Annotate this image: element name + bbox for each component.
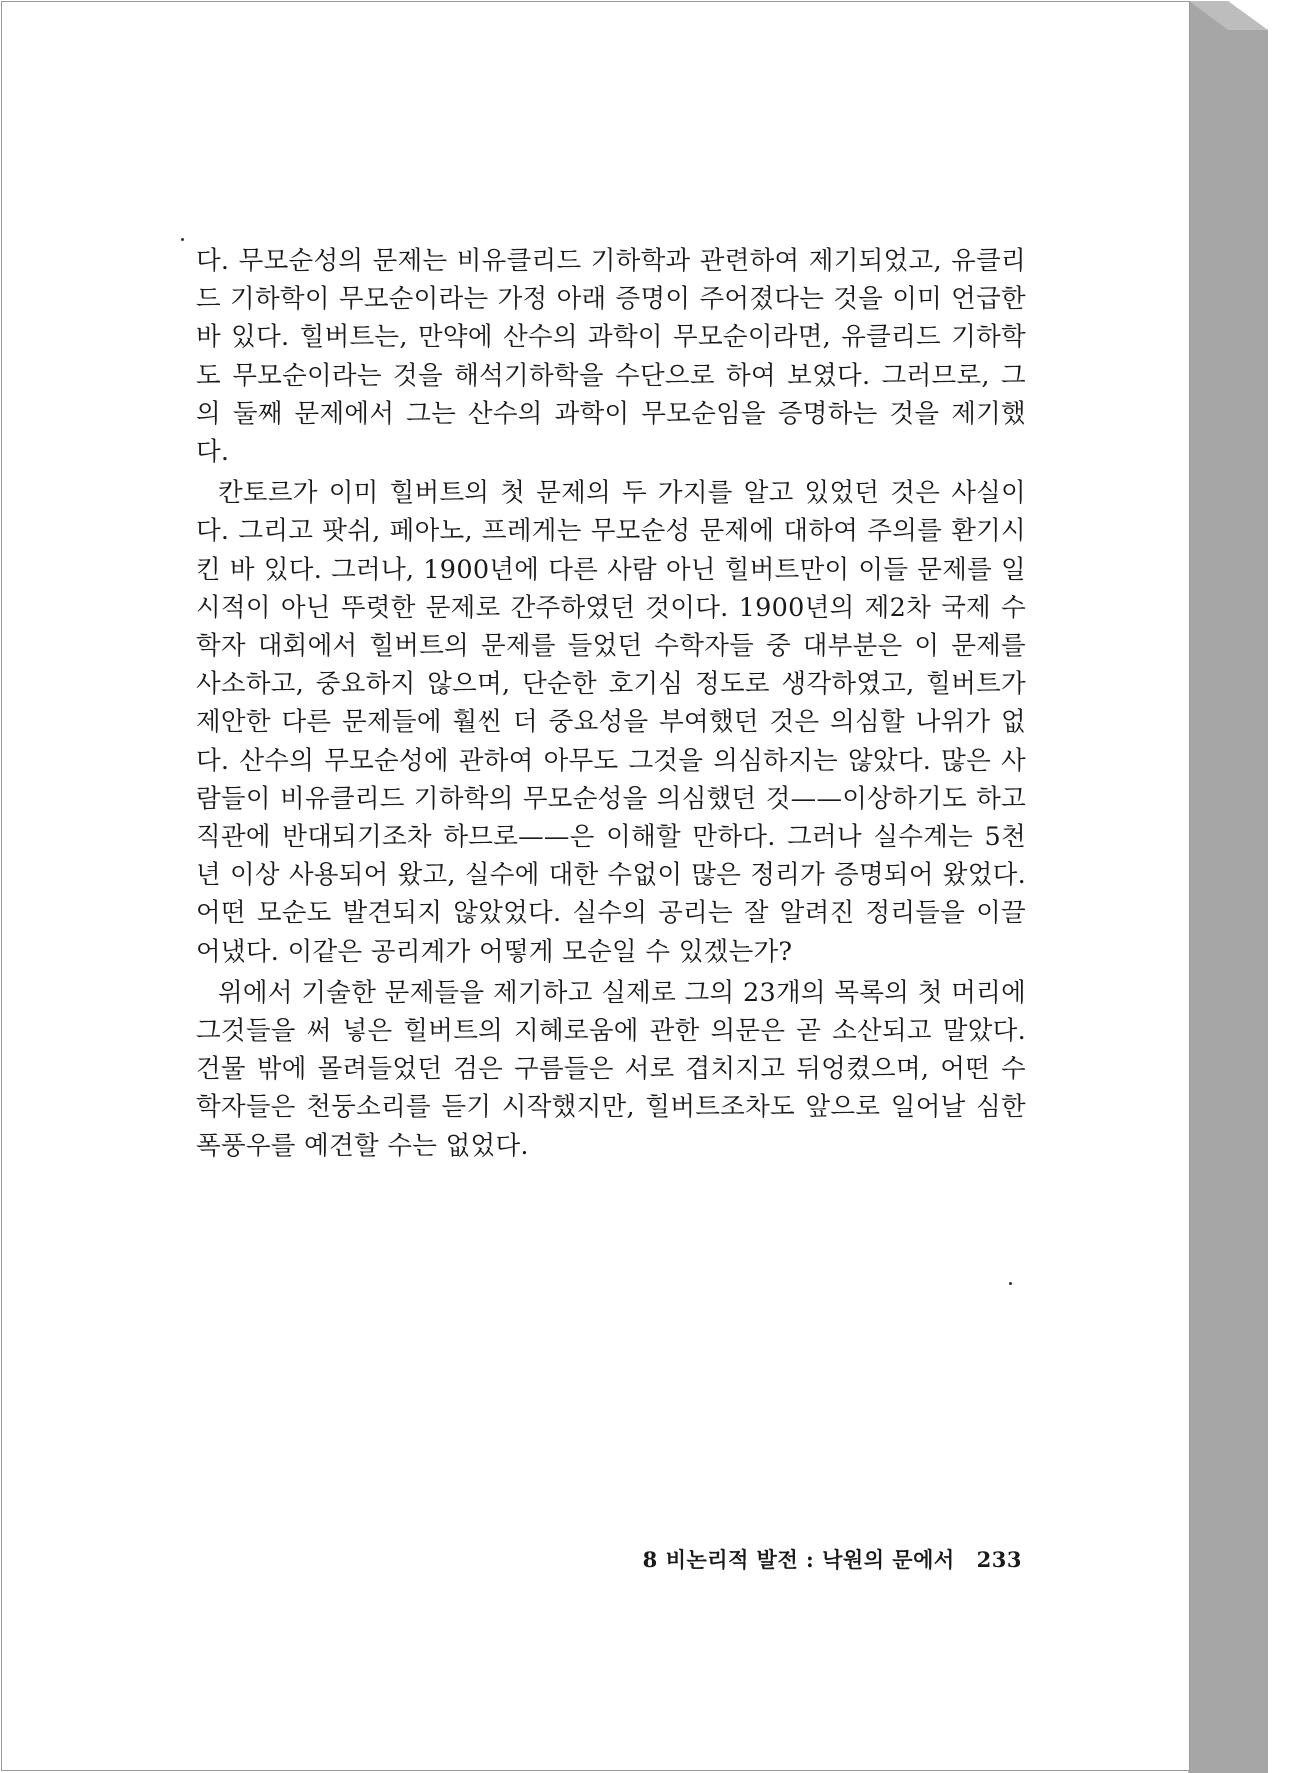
chapter-number: 8 — [642, 1547, 658, 1572]
paragraph: 다. 무모순성의 문제는 비유클리드 기하학과 관련하여 제기되었고, 유클리드 기하학이 무모순이라는 가정 아래 증명이 주어졌다는 것을 이미 언급한 바 있다. 힐버트는, 만약에 산수의 과학이 무모순이라면, 유클리드 기하학도 무모순이라는 것을 해석기하학을 수단으로 하여 보였다. 그러므로, 그의 둘째 문제에서 그는 산수의 과학이 무모순임을 증명하는 것을 제기했다. — [196, 246, 1026, 468]
body-text — [196, 242, 1026, 1165]
scan-speck — [1009, 1282, 1012, 1285]
page-footer — [602, 1544, 1022, 1574]
book-page — [1, 1, 1190, 1771]
scan-speck — [181, 238, 184, 241]
paragraph: 칸토르가 이미 힐버트의 첫 문제의 두 가지를 알고 있었던 것은 사실이다. 그리고 팟쉬, 페아노, 프레게는 무모순성 문제에 대하여 주의를 환기시킨 바 있다. 그러나, 1900년에 다른 사람 아닌 힐버트만이 이들 문제를 일시적이 아닌 뚜렷한 문제로 간주하였던 것이다. 1900년의 제2차 국제 수학자 대회에서 힐버트의 문제를 들었던 수학자들 중 대부분은 이 문제를 사소하고, 중요하지 않으며, 단순한 호기심 정도로 생각하였고, 힐버트가 제안한 다른 문제들에 훨씬 더 중요성을 부여했던 것은 의심할 나위가 없다. 산수의 무모순성에 관하여 아무도 그것을 의심하지는 않았다. 많은 사람들이 비유클리드 기하학의 무모순성을 의심했던 것——이상하기도 하고 직관에 반대되기조차 하므로——은 이해할 만하다. 그러나 실수계는 5천년 이상 사용되어 왔고, 실수에 대한 수없이 많은 정리가 증명되어 왔었다. 어떤 모순도 발견되지 않았었다. 실수의 공리는 잘 알려진 정리들을 이끌어냈다. 이같은 공리계가 어떻게 모순일 수 있겠는가? — [196, 478, 1026, 967]
book-side-edge — [1176, 0, 1296, 1773]
paragraph: 위에서 기술한 문제들을 제기하고 실제로 그의 23개의 목록의 첫 머리에 그것들을 써 넣은 힐버트의 지혜로움에 관한 의문은 곧 소산되고 말았다. 건물 밖에 몰려들었던 검은 구름들은 서로 겹치지고 뒤엉켰으며, 어떤 수학자들은 천둥소리를 듣기 시작했지만, 힐버트조차도 앞으로 일어날 심한 폭풍우를 예견할 수는 없었다. — [196, 977, 1026, 1161]
page-number: 233 — [976, 1547, 1022, 1572]
chapter-title: 비논리적 발전 : 낙원의 문에서 — [665, 1547, 955, 1572]
